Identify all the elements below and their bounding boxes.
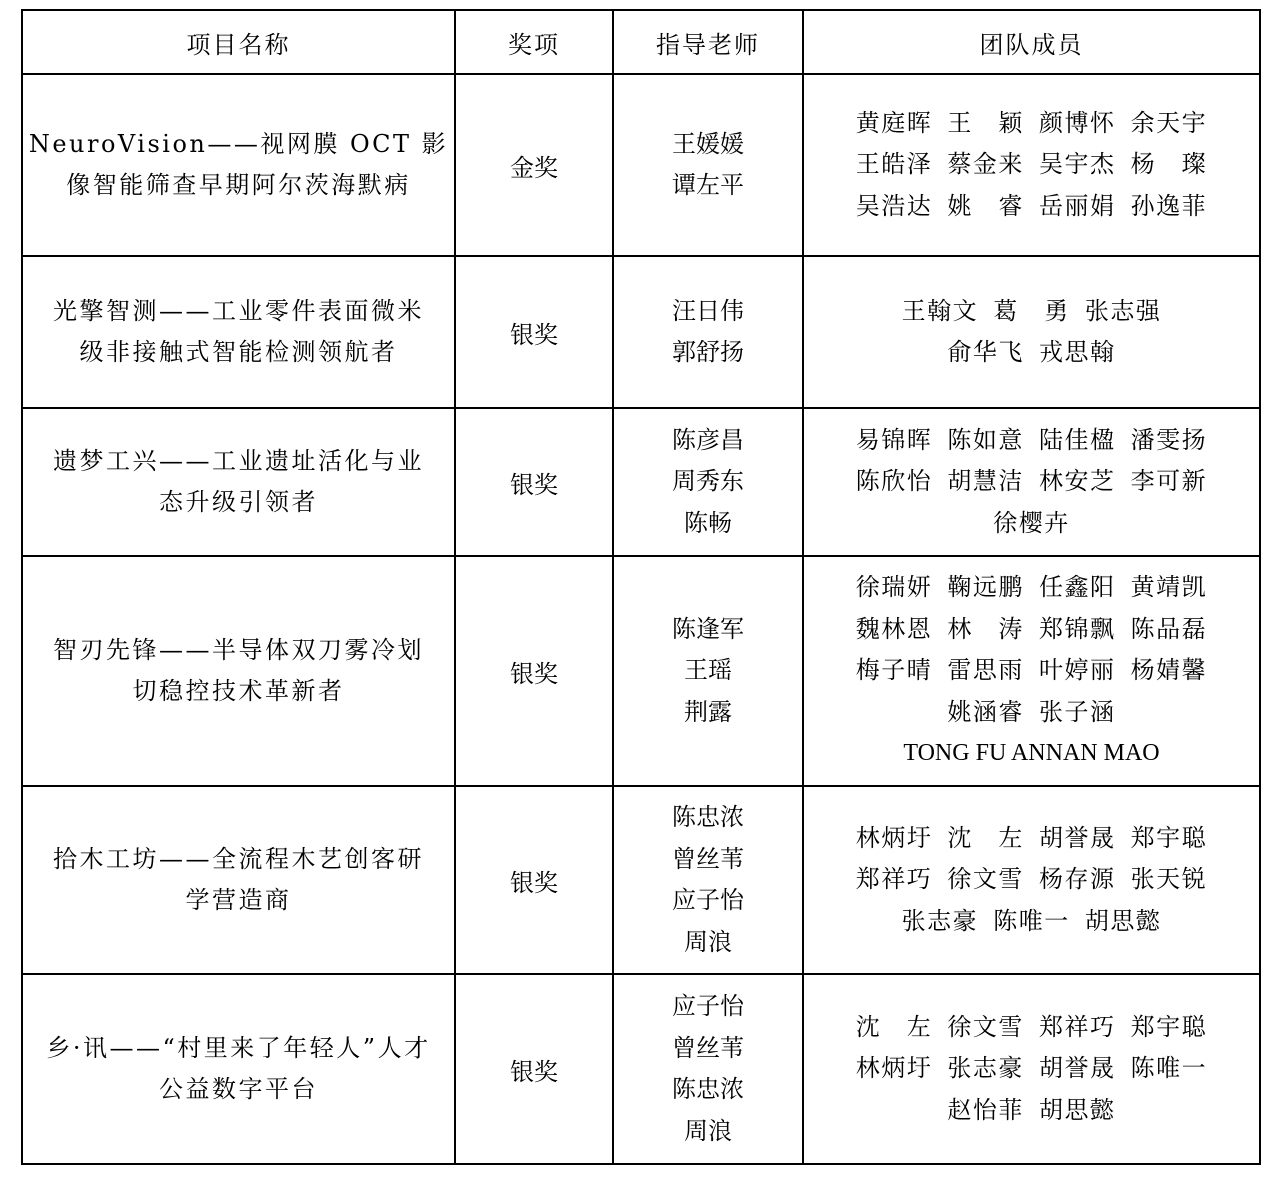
header-project: 项目名称 [22, 10, 455, 74]
advisor-cell-line: 周浪 [684, 927, 732, 956]
advisor-cell-line: 汪日伟 [672, 296, 744, 325]
team-members-cell [803, 786, 1260, 974]
team-members-cell-line: 王翰文 葛 勇 张志强 [901, 296, 1162, 325]
team-members-cell [803, 408, 1260, 556]
team-members-cell [803, 974, 1260, 1164]
project-name-cell-line: 拾木工坊——全流程木艺创客研 [53, 844, 424, 873]
advisor-cell-line: 应子怡 [672, 992, 744, 1020]
advisor-cell-line: 周秀东 [672, 467, 744, 496]
team-members-cell-line: 徐樱卉 [993, 508, 1070, 537]
table-row [22, 408, 1260, 556]
project-name-cell-line: 乡·讯——“村里来了年轻人”人才 [46, 1033, 431, 1062]
team-members-cell-line: 赵怡菲 胡思懿 [947, 1095, 1116, 1124]
advisor-cell-line: 周浪 [684, 1116, 732, 1145]
project-name-cell-line: 学营造商 [185, 886, 292, 914]
table-row [22, 786, 1260, 974]
advisor-cell-line: 王瑶 [684, 656, 732, 685]
project-name-cell-line: 智刃先锋——半导体双刀雾冷划 [53, 635, 424, 664]
advisor-cell-line: 王媛媛 [672, 129, 744, 158]
award-cell: 银奖 [455, 556, 613, 786]
advisor-cell-line: 陈彦昌 [672, 425, 744, 454]
project-name-cell [22, 408, 455, 556]
team-members-cell-line: TONG FU ANNAN MAO [903, 740, 1160, 767]
project-name-cell-line: 像智能筛查早期阿尔茨海默病 [66, 171, 411, 199]
team-members-cell-line: 梅子晴 雷思雨 叶婷丽 杨婧馨 [855, 656, 1208, 685]
project-name-cell-line: NeuroVision——视网膜 OCT 影 [28, 129, 449, 158]
advisor-cell-line: 荆露 [684, 697, 732, 726]
award-cell: 银奖 [455, 786, 613, 974]
advisor-cell [613, 974, 803, 1164]
team-members-cell-line: 郑祥巧 徐文雪 杨存源 张天锐 [855, 865, 1208, 894]
team-members-cell-line: 林炳圩 沈 左 胡誉晟 郑宇聪 [855, 823, 1208, 852]
table-row [22, 556, 1260, 786]
advisor-cell-line: 陈畅 [684, 508, 732, 537]
team-members-cell-line: 易锦晖 陈如意 陆佳楹 潘雯扬 [855, 425, 1208, 454]
team-members-cell-line: 沈 左 徐文雪 郑祥巧 郑宇聪 [855, 1012, 1208, 1041]
advisor-cell-line: 谭左平 [672, 171, 744, 199]
award-cell: 银奖 [455, 974, 613, 1164]
team-members-cell-line: 林炳圩 张志豪 胡誉晟 陈唯一 [855, 1054, 1208, 1083]
team-members-cell-line: 陈欣怡 胡慧洁 林安芝 李可新 [855, 467, 1208, 496]
advisor-cell-line: 曾丝苇 [672, 844, 744, 873]
project-name-cell-line: 公益数字平台 [159, 1075, 318, 1103]
awards-table [21, 9, 1261, 1165]
project-name-cell-line: 光擎智测——工业零件表面微米 [53, 296, 424, 325]
advisor-cell [613, 74, 803, 256]
award-cell: 银奖 [455, 408, 613, 556]
team-members-cell-line: 俞华飞 戎思翰 [947, 338, 1116, 366]
advisor-cell-line: 陈忠浓 [672, 803, 744, 831]
team-members-cell [803, 556, 1260, 786]
project-name-cell-line: 切稳控技术革新者 [132, 677, 345, 705]
project-name-cell [22, 74, 455, 256]
advisor-cell [613, 556, 803, 786]
table-row [22, 256, 1260, 408]
team-members-cell-line: 姚涵睿 张子涵 [947, 697, 1116, 726]
advisor-cell [613, 408, 803, 556]
header-award: 奖项 [455, 10, 613, 74]
advisor-cell-line: 郭舒扬 [672, 338, 744, 366]
advisor-cell-line: 曾丝苇 [672, 1033, 744, 1062]
project-name-cell [22, 256, 455, 408]
award-cell: 金奖 [455, 74, 613, 256]
project-name-cell [22, 786, 455, 974]
project-name-cell-line: 遗梦工兴——工业遗址活化与业 [53, 446, 424, 475]
header-advisors: 指导老师 [613, 10, 803, 74]
table-row [22, 74, 1260, 256]
advisor-cell [613, 256, 803, 408]
team-members-cell-line: 黄庭晖 王 颖 颜博怀 余天宇 [855, 108, 1208, 137]
team-members-cell [803, 74, 1260, 256]
table-row [22, 974, 1260, 1164]
team-members-cell-line: 吴浩达 姚 睿 岳丽娟 孙逸菲 [855, 191, 1208, 220]
advisor-cell [613, 786, 803, 974]
team-members-cell-line: 徐瑞妍 鞠远鹏 任鑫阳 黄靖凯 [855, 573, 1208, 602]
team-members-cell-line: 王皓泽 蔡金来 吴宇杰 杨 璨 [855, 150, 1208, 179]
advisor-cell-line: 应子怡 [672, 886, 744, 914]
team-members-cell-line: 张志豪 陈唯一 胡思懿 [901, 906, 1162, 935]
header-members: 团队成员 [803, 10, 1260, 74]
advisor-cell-line: 陈忠浓 [672, 1075, 744, 1103]
team-members-cell [803, 256, 1260, 408]
project-name-cell [22, 556, 455, 786]
advisor-cell-line: 陈逢军 [672, 614, 744, 643]
project-name-cell-line: 级非接触式智能检测领航者 [79, 338, 398, 366]
team-members-cell-line: 魏林恩 林 涛 郑锦飘 陈品磊 [855, 614, 1208, 643]
project-name-cell [22, 974, 455, 1164]
award-cell: 银奖 [455, 256, 613, 408]
header-row [22, 10, 1260, 74]
project-name-cell-line: 态升级引领者 [159, 488, 318, 516]
